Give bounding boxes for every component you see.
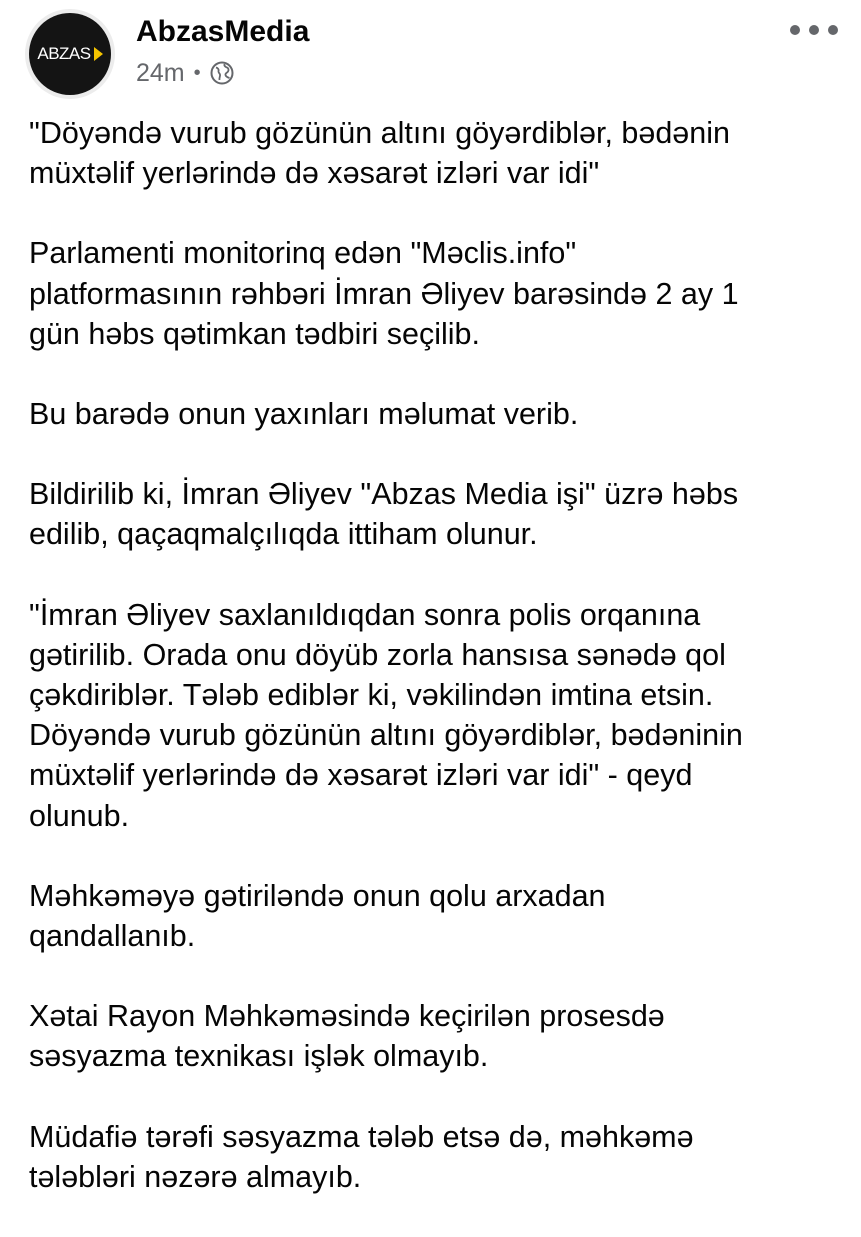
post-paragraph: Parlamenti monitorinq edən "Məclis.info" platformasının rəhbəri İmran Əliyev barəsində 2 ay 1 gün həbs qətimkan tədbiri seçilib. xyxy=(29,236,739,351)
post-paragraph: Müdafiə tərəfi səsyazma tələb etsə də, məhkəmə tələbləri nəzərə almayıb. xyxy=(29,1119,694,1194)
play-triangle-icon xyxy=(94,47,103,61)
post-paragraph: Bildirilib ki, İmran Əliyev "Abzas Media işi" üzrə həbs edilib, qaçaqmalçılıqda ittiham olunur. xyxy=(29,477,739,552)
avatar[interactable] xyxy=(25,9,115,99)
more-dot-icon xyxy=(790,25,800,35)
avatar-logo xyxy=(29,13,111,95)
post-paragraph: "İmran Əliyev saxlanıldıqdan sonra polis orqanına gətirilib. Orada onu döyüb zorla hansısa sənədə qol çəkdiriblər. Tələb ediblər ki, vəkilindən imtina etsin. Döyəndə vurub gözünün altını göyərdiblər, bədəninin müxtəlif yerlərində də xəsarət izləri var idi" - qeyd olunub. xyxy=(29,597,743,833)
avatar-logo-text: ABZAS xyxy=(37,44,91,63)
page-name[interactable]: AbzasMedia xyxy=(136,15,310,48)
post-paragraph: "Döyəndə vurub gözünün altını göyərdiblər, bədənin müxtəlif yerlərində də xəsarət izləri var idi" xyxy=(29,116,730,191)
separator-dot: • xyxy=(193,61,201,84)
post-timestamp[interactable]: 24m xyxy=(136,58,185,87)
more-dot-icon xyxy=(809,25,819,35)
post-paragraph: Xətai Rayon Məhkəməsində keçirilən prosesdə səsyazma texnikası işlək olmayıb. xyxy=(29,999,665,1074)
post-header xyxy=(0,0,861,110)
post-text xyxy=(29,113,849,1237)
post-paragraph: Məhkəməyə gətiriləndə onun qolu arxadan qandallanıb. xyxy=(29,878,606,954)
more-dot-icon xyxy=(828,25,838,35)
post-paragraph: Bu barədə onun yaxınları məlumat verib. xyxy=(29,397,579,432)
post-meta xyxy=(136,57,234,89)
more-options-button[interactable] xyxy=(790,18,838,42)
globe-icon[interactable] xyxy=(210,61,234,85)
